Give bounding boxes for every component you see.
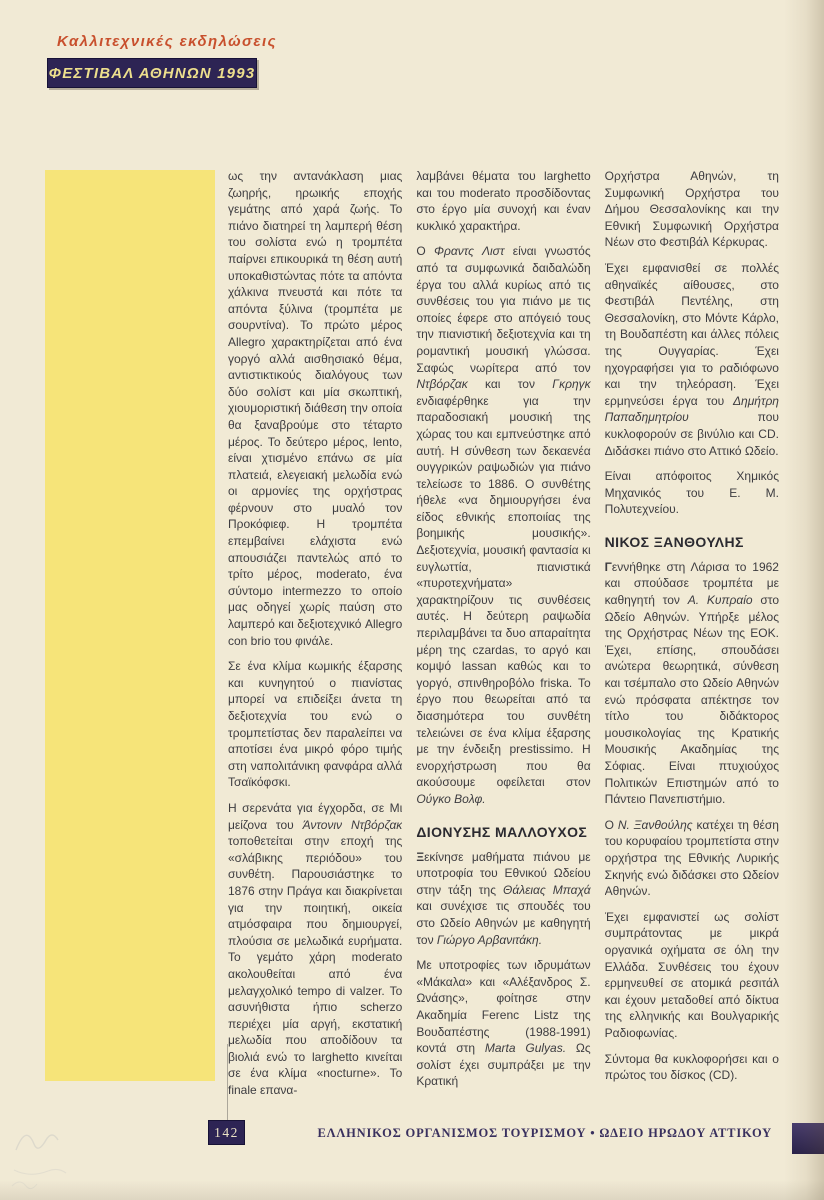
body-paragraph: Ο Φραντς Λιστ είναι γνωστός από τα συμφωνικά δαιδαλώδη έργα του αλλά κυρίως από τις συνθέσεις του για πιάνο με τις οποίες έφερε στο απόγειό τους την πιανιστική δεξιοτεχνία και τη ρομαντική μουσική γλώσσα. Σαφώς νωρίτερα από τον Ντβόρζακ και τον Γκρηγκ ενδιαφέρθηκε για την παραδοσιακή μουσική της χώρας του και εμπνεύστηκε από αυτή. Η σύνθεση των δεκαενέα ουγγρικών ραψωδιών για πιάνο τελείωσε το 1886. Ο συνθέτης ήθελε «να δημιουργήσει ένα είδος εθνικής εποποιίας της βοημικής μουσικής». Δεξιοτεχνία, μουσική φαντασία κι ευγλωττία, πιανιστικά «πυροτεχνήματα» χαρακτηρίζουν τις συνθέσεις αυτές. Η δεύτερη ραψωδία περιλαμβάνει τα δυο απαραίτητα μέρη της czardas, το αργό και κομψό lassan καθώς και το γοργό, σπινθηροβόλο friska. Το έργο που θεωρείται από τα διασημότερα του συνθέτη τελειώνει σε ένα κλίμα έξαρσης με την ένδειξη prestissimo. Η ενορχήστρωση που θα ακούσουμε οφείλεται στον Ούγκο Βολφ. xyxy=(416,244,591,806)
body-paragraph: Με υποτροφίες των ιδρυμάτων «Μάκαλα» και «Αλέξανδρος Σ. Ωνάσης», φοίτησε στην Ακαδημία Ferenc Listz της Βουδαπέστης (1988-1991) κοντά στη Marta Gulyas. Ως σολίστ έχει συμπράξει με την Κρατική xyxy=(416,958,591,1089)
footer-rule-line xyxy=(227,1044,228,1122)
body-paragraph: Γεννήθηκε στη Λάρισα το 1962 και σπούδασε τρομπέτα με καθηγητή τον Α. Κυπραίο στο Ωδείο Αθηνών. Υπήρξε μέλος της Ορχήστρας Νέων της ΕΟΚ. Έχει, επίσης, σπουδάσει ανώτερα θεωρητικά, σύνθεση και τσέμπαλο στο Ωδείο Αθηνών ενώ πρόσφατα απέκτησε τον τίτλο του διδάκτορος μουσικολογίας της Κρατικής Μουσικής Ακαδημίας της Σόφιας. Είναι πτυχιούχος Πολιτικών Επιστημών από το Πάντειο Πανεπιστήμιο. xyxy=(604,559,779,807)
body-paragraph: Ο Ν. Ξανθούλης κατέχει τη θέση του κορυφαίου τρομπετίστα στην ορχήστρα της Εθνικής Λυρικής Σκηνής ενώ διδάσκει στο Ωδείον Αθηνών. xyxy=(604,817,779,899)
footer-imprint-text: ΕΛΛΗΝΙΚΟΣ ΟΡΓΑΝΙΣΜΟΣ ΤΟΥΡΙΣΜΟΥ • ΩΔΕΙΟ ΗΡΩΔΟΥ ΑΤΤΙΚΟΥ xyxy=(317,1126,772,1140)
text-column-2 xyxy=(416,168,590,1102)
scan-bottom-shadow xyxy=(0,1180,824,1200)
body-paragraph: Είναι απόφοιτος Χημικός Μηχανικός του Ε. Μ. Πολυτεχνείου. xyxy=(604,469,779,517)
article-columns xyxy=(228,168,779,1102)
page-number: 142 xyxy=(214,1124,239,1140)
body-paragraph: ως την αντανάκλαση μιας ζωηρής, ηρωικής εποχής γεμάτης από χαρά ζωής. Το πιάνο διατηρεί τη λαμπερή θέση του σολίστα ενώ η τρομπέτα παίρνει επικουρικά τη θέση αυτή υποκαθιστώντας πότε τα απόντα χάλκινα πνευστά και πότε τα απόντα ξύλινα (τρομπέτα με σουρντίνα). Το πρώτο μέρος Allegro χαρακτηρίζεται από ένα γοργό αλλά αισθησιακό θέμα, αντιστικτικούς διαλόγους των δύο σολίστ και μία σκωπτική, χιουμοριστική διάθεση την οποία θα ξαναβρούμε στο τέταρτο μέρος. Το δεύτερο μέρος, lento, είναι χτισμένο επάνω σε μία πλατειά, ελεγειακή μελωδία ενώ οι αρμονίες της ορχήστρας φέρνουν στο μυαλό τον Προκόφιεφ. Η τρομπέτα επεμβαίνει ελάχιστα ενώ απουσιάζει παντελώς από το τρίτο μέρος, moderato, ένα σύντομο intermezzo το οποίο μας οδηγεί χωρίς παύση στο λαμπερό και δεξιοτεχνικό Allegro con brio του φινάλε. xyxy=(228,169,403,648)
text-column-3 xyxy=(605,168,779,1102)
body-paragraph: Σύντομα θα κυκλοφορήσει και ο πρώτος του δίσκος (CD). xyxy=(604,1051,779,1083)
body-paragraph: Η σερενάτα για έγχορδα, σε Μι μείζονα του Άντονιν Ντβόρζακ τοποθετείται στην εποχή της «σλάβικης περιόδου» του συνθέτη. Παρουσιάστηκε το 1876 στην Πράγα και διακρίνεται για την ποιητική, οικεία ατμόσφαιρα που δημιουργεί, πλούσια σε μελωδικά ευρήματα. Το γεμάτο χάρη moderato ακολουθείται από ένα μελαγχολικό tempo di valzer. Το ασυνήθιστα ήπιο scherzo περιέχει μία αργή, εκστατική μελωδία που αποδίδουν τα βιολιά ενώ το larghetto κινείται σε ένα κλίμα «nocturne». Το finale επανα- xyxy=(228,800,403,1098)
body-paragraph: Έχει εμφανισθεί σε πολλές αθηναϊκές αίθουσες, στο Φεστιβάλ Πεντέλης, στη Θεσσαλονίκη, στο Μόντε Κάρλο, τη Βουδαπέστη και άλλες πόλεις της Ουγγαρίας. Έχει ηχογραφήσει για το ραδιόφωνο και την τηλεόραση. Έχει ερμηνεύσει έργα του Δημήτρη Παπαδημητρίου που κυκλοφορούν σε βινύλιο και CD. Διδάσκει πιάνο στο Αττικό Ωδείο. xyxy=(604,260,779,458)
section-heading: ΝΙΚΟΣ ΞΑΝΘΟΥΛΗΣ xyxy=(604,533,744,550)
body-paragraph: Ορχήστρα Αθηνών, τη Συμφωνική Ορχήστρα του Δήμου Θεσσαλονίκης και την Εθνική Συμφωνική Ορχήστρα Νέων στο Φεστιβάλ Κέρκυρας. xyxy=(604,169,779,250)
body-paragraph: λαμβάνει θέματα του larghetto και του moderato προσδίδοντας στο έργο μία συνοχή και έναν κυκλικό χαρακτήρα. xyxy=(416,169,591,233)
section-kicker: Καλλιτεχνικές εκδηλώσεις xyxy=(57,33,277,50)
festival-title: ΦΕΣΤΙΒΑΛ ΑΘΗΝΩΝ 1993 xyxy=(48,64,256,82)
body-paragraph: Έχει εμφανιστεί ως σολίστ συμπράτοντας με μικρά οργανικά οχήματα σε όλη την Ελλάδα. Συνθέσεις του έχουν ερμηνευθεί σε ατομικά ρεσιτάλ και έχουν μεταδοθεί από δίκτυα της ελληνικής και Βουλγαρικής Ραδιοφωνίας. xyxy=(604,909,779,1040)
yellow-highlight-block xyxy=(45,170,215,1081)
scan-edge-shadow xyxy=(784,0,824,1200)
body-paragraph: Σε ένα κλίμα κωμικής έξαρσης και κυνηγητού ο πιανίστας μπορεί να επιδείξει άνετα τη δεξιοτεχνία του ενώ ο τρομπετίστας δεν παραλείπει να αποτίσει ένα μικρό φόρο τιμής στη ναπολιτάνικη φανφάρα αλλά Τσαϊκόφσκι. xyxy=(228,659,403,790)
footer-edge-block xyxy=(792,1123,824,1154)
section-heading: ΔΙΟΝΥΣΗΣ ΜΑΛΛΟΥΧΟΣ xyxy=(416,823,588,840)
page-number-badge xyxy=(208,1120,245,1145)
festival-title-banner xyxy=(47,58,257,88)
pencil-scribble xyxy=(4,1112,104,1198)
body-paragraph: Ξεκίνησε μαθήματα πιάνου με υποτροφία του Εθνικού Ωδείου στην τάξη της Θάλειας Μπαχά και συνέχισε τις σπουδές του στο Ωδείο Αθηνών με καθηγητή τον Γιώργο Αρβανιτάκη. xyxy=(416,849,591,947)
text-column-1 xyxy=(228,168,402,1102)
